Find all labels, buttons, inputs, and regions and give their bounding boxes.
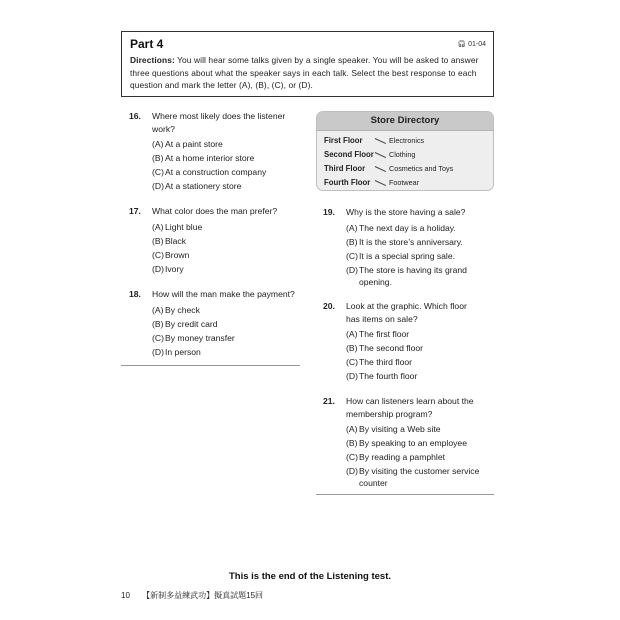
answer-option[interactable] — [346, 235, 483, 249]
question-text: Where most likely does the listener work? — [152, 111, 286, 134]
answer-option[interactable] — [152, 151, 299, 165]
option-text: It is the store’s anniversary. — [359, 236, 463, 247]
answer-option[interactable] — [152, 137, 299, 151]
option-letter: (A) — [152, 139, 164, 150]
audio-track-number: 01-04 — [468, 41, 486, 48]
answer-option[interactable] — [346, 450, 488, 464]
question-text: How can listeners learn about the membership program? — [346, 396, 474, 419]
option-letter: (C) — [346, 250, 358, 261]
answer-option[interactable] — [346, 249, 483, 263]
question-text: Why is the store having a sale? — [346, 207, 466, 217]
directory-title: Store Directory — [317, 112, 493, 131]
option-letter: (B) — [346, 343, 358, 354]
option-text: By visiting a Web site — [359, 424, 441, 435]
end-of-test-notice: This is the end of the Listening test. — [228, 571, 392, 582]
store-directory — [316, 111, 494, 191]
question-number: 18. — [129, 289, 141, 299]
option-text: Black — [165, 235, 187, 246]
answer-option[interactable] — [346, 369, 483, 383]
option-letter: (A) — [152, 221, 164, 232]
answer-option[interactable] — [346, 221, 483, 235]
option-text: Brown — [165, 249, 190, 260]
question-number: 16. — [129, 111, 141, 121]
option-letter: (A) — [346, 424, 358, 435]
book-title: 【新制多益練武功】擬真試題15回 — [142, 591, 264, 600]
floor-label: Third Floor — [324, 164, 366, 173]
audio-track — [457, 40, 486, 48]
option-letter: (D) — [152, 263, 164, 274]
answer-option[interactable] — [152, 234, 304, 248]
answer-option[interactable] — [152, 317, 309, 331]
option-text: The first floor — [359, 329, 410, 340]
option-letter: (C) — [152, 167, 164, 178]
option-letter: (D) — [152, 346, 164, 357]
directory-row — [317, 177, 493, 191]
option-text: By reading a pamphlet — [359, 452, 445, 463]
headphones-icon: 🎧︎ — [457, 41, 467, 48]
department-label: Electronics — [389, 136, 425, 145]
question-21 — [323, 395, 488, 491]
part-header-box — [121, 31, 494, 97]
answer-option[interactable] — [152, 220, 304, 234]
option-letter: (D) — [152, 181, 164, 192]
answer-option[interactable] — [152, 248, 304, 262]
answer-option[interactable] — [346, 355, 483, 369]
column-divider-left — [121, 365, 300, 366]
option-letter: (C) — [152, 249, 164, 260]
option-letter: (A) — [346, 222, 358, 233]
option-text: Ivory — [165, 263, 184, 274]
option-text: Light blue — [165, 221, 203, 232]
connector-line — [375, 166, 386, 172]
option-text: By credit card — [165, 318, 218, 329]
directory-row — [317, 163, 493, 177]
option-text: By visiting the customer service counter — [359, 466, 480, 489]
answer-option[interactable] — [152, 345, 309, 359]
option-letter: (B) — [346, 236, 358, 247]
option-text: By speaking to an employee — [359, 438, 467, 449]
option-text: By check — [165, 304, 200, 315]
page-footer — [121, 590, 263, 601]
option-text: At a home interior store — [165, 153, 255, 164]
department-label: Footwear — [389, 178, 419, 187]
option-letter: (D) — [346, 264, 358, 275]
floor-label: Second Floor — [324, 150, 374, 159]
option-text: At a construction company — [165, 167, 267, 178]
question-text: What color does the man prefer? — [152, 206, 278, 216]
directory-row — [317, 149, 493, 163]
question-number: 19. — [323, 207, 335, 217]
answer-option[interactable] — [346, 327, 483, 341]
option-letter: (B) — [152, 318, 164, 329]
directions — [130, 54, 485, 92]
question-17 — [129, 205, 304, 276]
option-letter: (B) — [152, 235, 164, 246]
option-text: The next day is a holiday. — [359, 222, 456, 233]
question-number: 17. — [129, 206, 141, 216]
floor-label: First Floor — [324, 136, 363, 145]
option-letter: (C) — [152, 332, 164, 343]
connector-line — [375, 138, 386, 144]
option-letter: (D) — [346, 466, 358, 477]
answer-option[interactable] — [346, 341, 483, 355]
department-label: Cosmetics and Toys — [389, 164, 454, 173]
directions-text: You will hear some talks given by a single speaker. You will be asked to answer three questions about what the speaker says in each talk. Select the best response to each question and mark the letter (A), (B), (C), or (D). — [130, 55, 479, 91]
option-text: The second floor — [359, 343, 424, 354]
question-text: Look at the graphic. Which floor has items on sale? — [346, 301, 467, 324]
question-18 — [129, 288, 309, 359]
question-16 — [129, 110, 299, 193]
question-20 — [323, 300, 483, 383]
floor-label: Fourth Floor — [324, 178, 371, 187]
option-letter: (C) — [346, 452, 358, 463]
question-19 — [323, 206, 483, 290]
answer-option[interactable] — [152, 331, 309, 345]
option-letter: (A) — [346, 329, 358, 340]
option-letter: (C) — [346, 357, 358, 368]
option-text: It is a special spring sale. — [359, 250, 456, 261]
connector-line — [375, 180, 386, 186]
option-text: The fourth floor — [359, 371, 418, 382]
answer-option[interactable] — [152, 179, 299, 193]
part-title: Part 4 — [130, 37, 164, 51]
page-number: 10 — [121, 591, 130, 600]
option-letter: (A) — [152, 304, 164, 315]
answer-option[interactable] — [152, 165, 299, 179]
directions-label: Directions: — [130, 55, 175, 65]
answer-option[interactable] — [346, 422, 488, 436]
answer-option[interactable] — [346, 464, 488, 489]
option-letter: (D) — [346, 371, 358, 382]
question-number: 20. — [323, 301, 335, 311]
directory-row — [317, 135, 493, 149]
answer-option[interactable] — [152, 303, 309, 317]
option-text: At a paint store — [165, 139, 223, 150]
option-text: The third floor — [359, 357, 413, 368]
question-number: 21. — [323, 396, 335, 406]
option-text: By money transfer — [165, 332, 235, 343]
option-letter: (B) — [346, 438, 358, 449]
option-letter: (B) — [152, 153, 164, 164]
option-text: In person — [165, 346, 201, 357]
question-text: How will the man make the payment? — [152, 289, 295, 299]
answer-option[interactable] — [346, 436, 488, 450]
department-label: Clothing — [389, 150, 416, 159]
option-text: The store is having its grand opening. — [359, 264, 467, 287]
column-divider-right — [316, 494, 494, 495]
answer-option[interactable] — [346, 263, 483, 288]
connector-line — [375, 152, 386, 158]
answer-option[interactable] — [152, 262, 304, 276]
option-text: At a stationery store — [165, 181, 242, 192]
